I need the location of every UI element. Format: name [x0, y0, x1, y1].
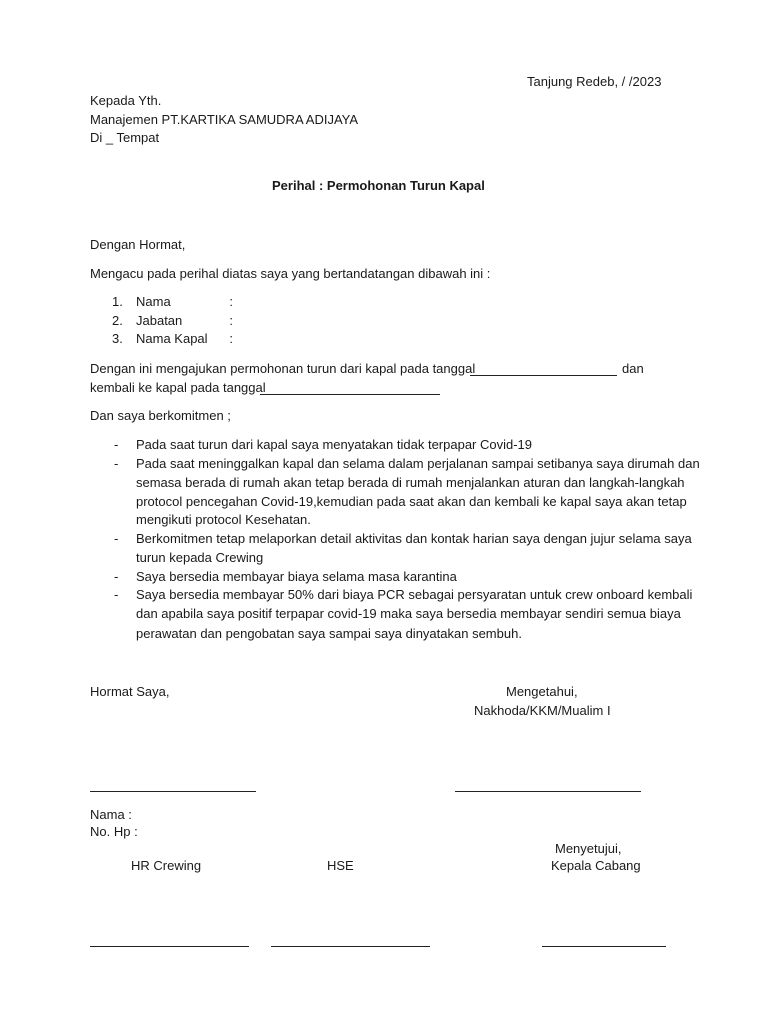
- request-line: kembali ke kapal pada tanggal: [90, 380, 266, 395]
- commitment-line: Pada saat meninggalkan kapal dan selama dalam perjalanan sampai setibanya saya dirumah dan: [136, 456, 700, 471]
- field-num: 3.: [112, 331, 123, 346]
- nakhoda: Nakhoda/KKM/Mualim I: [474, 703, 611, 718]
- commit-intro: Dan saya berkomitmen ;: [90, 408, 231, 423]
- signature-line: [90, 791, 256, 792]
- signature-line: [90, 946, 249, 947]
- field-colon: :: [229, 331, 233, 346]
- recipient-line: Kepada Yth.: [90, 93, 162, 108]
- blank-line: [260, 394, 440, 395]
- signature-line: [542, 946, 666, 947]
- field-label: Jabatan: [136, 313, 183, 328]
- bullet: -: [114, 587, 119, 602]
- commitment-line: protocol pencegahan Covid-19,kemudian pada saat akan dan kembali ke kapal saya akan tetap: [136, 494, 687, 509]
- commitment-line: Saya bersedia membayar biaya selama masa karantina: [136, 569, 457, 584]
- recipient-line: Manajemen PT.KARTIKA SAMUDRA ADIJAYA: [90, 112, 359, 127]
- hr-crewing: HR Crewing: [131, 858, 202, 873]
- bullet: -: [114, 456, 119, 471]
- kepala-cabang: Kepala Cabang: [551, 858, 641, 873]
- commitment-line: Berkomitmen tetap melaporkan detail aktivitas dan kontak harian saya dengan jujur selama saya: [136, 531, 692, 546]
- commitment-line: mengikuti protocol Kesehatan.: [136, 512, 311, 527]
- commitment-line: Pada saat turun dari kapal saya menyatakan tidak terpapar Covid-19: [136, 437, 533, 452]
- commitment-line: turun kepada Crewing: [136, 550, 264, 565]
- request-line: Dengan ini mengajukan permohonan turun dari kapal pada tanggal: [90, 361, 476, 376]
- bullet: -: [114, 569, 119, 584]
- field-label: Nama: [136, 294, 171, 309]
- commitment-line: dan apabila saya positif terpapar covid-19 maka saya bersedia membayar sendiri semua biaya: [136, 606, 681, 621]
- commitment-line: Saya bersedia membayar 50% dari biaya PCR sebagai persyaratan untuk crew onboard kembali: [136, 587, 693, 602]
- hse: HSE: [327, 858, 354, 873]
- recipient-line: Di _ Tempat: [90, 130, 160, 145]
- bullet: -: [114, 531, 119, 546]
- commitment-line: semasa berada di rumah akan tetap berada di rumah menjalankan aturan dan langkah-langkah: [136, 475, 685, 490]
- menyetujui: Menyetujui,: [555, 841, 622, 856]
- signature-line: [455, 791, 641, 792]
- nohp-label: No. Hp :: [90, 824, 138, 839]
- field-num: 2.: [112, 313, 123, 328]
- field-num: 1.: [112, 294, 123, 309]
- request-dan: dan: [622, 361, 644, 376]
- intro: Mengacu pada perihal diatas saya yang bertandatangan dibawah ini :: [90, 266, 491, 281]
- field-label: Nama Kapal: [136, 331, 208, 346]
- bullet: -: [114, 437, 119, 452]
- blank-line: [470, 375, 617, 376]
- commitment-line: perawatan dan pengobatan saya sampai saya dinyatakan sembuh.: [136, 626, 522, 641]
- field-colon: :: [229, 313, 233, 328]
- subject: Perihal : Permohonan Turun Kapal: [272, 178, 485, 193]
- nama-label: Nama :: [90, 807, 132, 822]
- place-date: Tanjung Redeb, / /2023: [527, 74, 662, 89]
- signature-line: [271, 946, 430, 947]
- hormat-saya: Hormat Saya,: [90, 684, 170, 699]
- mengetahui: Mengetahui,: [506, 684, 578, 699]
- greeting: Dengan Hormat,: [90, 237, 186, 252]
- field-colon: :: [229, 294, 233, 309]
